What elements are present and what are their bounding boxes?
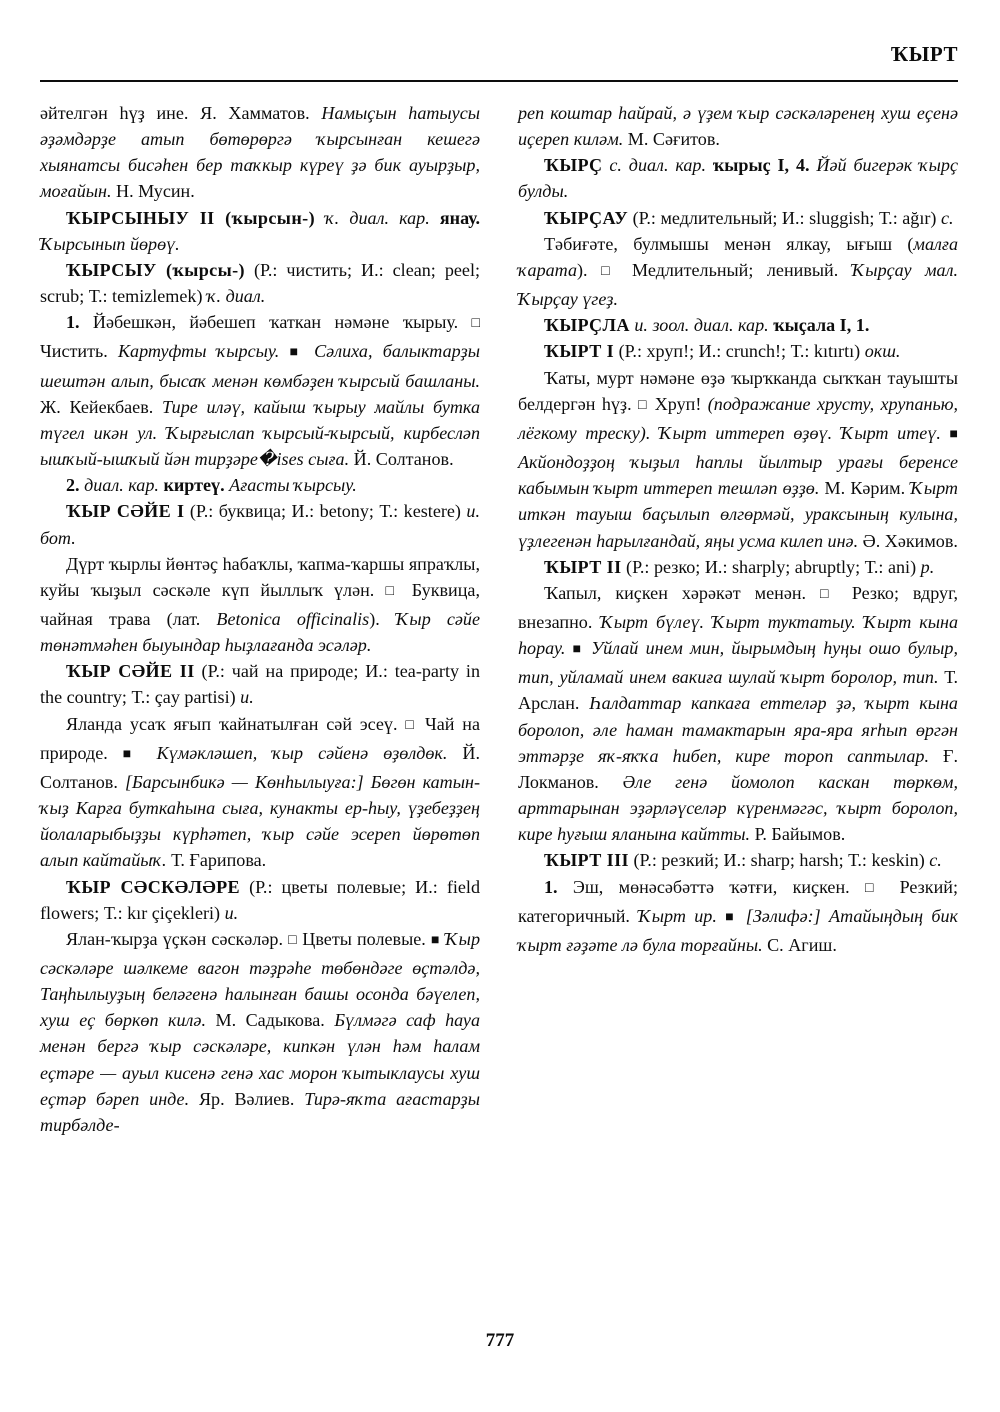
gloss: (Р.: хруп!; И.: crunch!; Т.: kıtırtı)	[614, 341, 865, 362]
latin-name: Betonica officinalis	[216, 608, 370, 629]
example: Ҡырҫау мал.	[851, 259, 958, 280]
example: Ҡыр сәйе төнәтмәһен быуындар һыҙлағанда эсәләр.	[40, 608, 480, 656]
gloss: (Р.: буквица; И.: betony; Т.: kestere)	[184, 501, 467, 522]
example: Йәй бигерәк ҡырҫ булды.	[518, 155, 958, 202]
continuation-text-2: М. Сәғитов.	[623, 129, 720, 150]
headword: ҠЫРСЫУ (ҡырсы-)	[66, 259, 245, 280]
sense-number: 2.	[66, 475, 80, 496]
headword: ҠЫР СӘСКӘЛӘРЕ	[66, 876, 241, 897]
russian-gloss: Хруп!	[648, 393, 708, 414]
sense-number: 1.	[544, 876, 558, 897]
running-head: ҠЫРТ	[890, 42, 958, 66]
page-header	[40, 42, 958, 82]
entry-kyr-saye-1	[40, 498, 480, 550]
citation: Һалдаттар капкаға еттеләр ҙә, ҡырт кына боролоп, әле һаман тамактарын яра-яра яrһып өргән эттәрҙе яҡ-яҡҡа һибеп, кире тороп саптылар.	[518, 693, 958, 766]
russian-gloss: Чай на природе.	[40, 713, 480, 763]
citation-author: Т. Ғарипова.	[166, 850, 267, 871]
continuation-text-1: әйтелгән һүҙ ине. Я. Хамматов.	[40, 103, 322, 123]
definition: Эш, мөнәсәбәттә ҡәтғи, киҫкен.	[557, 876, 865, 897]
example: Ағасты ҡырсыу.	[224, 475, 357, 496]
header-rule	[40, 80, 958, 82]
open-square-marker-icon	[865, 877, 884, 897]
citation: Ҡыр сәскәләре шәлкеме вагон тәҙрәһе төбөндәге өҫтәлдә, Таңһылыуҙың беләгенә һалынған башы осонда бәүелеп, хуш еҫ бөркөп килә.	[40, 928, 480, 1031]
example: Ҡырсынып йөрөү.	[40, 233, 180, 254]
citation: Уйлай инем мин, йырымдың һуңы ошо булыр, тип, уйламай инем вакиға шулай ҡырт боролор, тип.	[518, 638, 958, 688]
citation: Әле генә йомолоп каскан төркөм, арттарынан эҙәрләүселәр күренмәгәс, ҡырт боролоп, кире һуғыш яланына кайтты.	[518, 771, 958, 845]
grammar-label: диал. кар.	[79, 475, 164, 496]
example: Ҡырт кына һорау.	[518, 611, 958, 659]
gloss: (Р.: цветы полевые; И.: field flowers; Т.: kır çiçekleri)	[40, 876, 480, 923]
definition: Яланда усаҡ яғып ҡайнатылған сәй эсеү.	[66, 713, 406, 734]
grammar-label: с.	[929, 850, 942, 871]
entry-kyr-saskalare-definition	[40, 926, 480, 1138]
citation-author: Ә. Хәкимов.	[858, 530, 958, 551]
continuation-text-2: Намыҫын һатыуcы әҙәмдәрҙе атып бөтөрөргә ҡырсынған кешегә хыянатсы биcәһен бер таҡкыр күреү ҙә бик ауырҙыр, моғайын.	[40, 103, 480, 202]
russian-gloss: Резкий; категоричный.	[518, 876, 958, 926]
grammar-label: и.	[224, 902, 239, 923]
example: Ҡырт иттереп өҙөү.	[659, 422, 833, 443]
sense-2	[40, 472, 480, 498]
headword: ҠЫРҪАУ	[544, 207, 629, 228]
russian-gloss: Резко; вдруг, внезапно.	[518, 582, 958, 632]
definition-qualifier: малға ҡарата	[518, 233, 958, 280]
filled-square-marker-icon	[573, 638, 584, 658]
grammar-label: и.	[240, 687, 254, 708]
entry-kyrt-1-definition	[518, 365, 958, 554]
definition: Ялан-ҡырҙа үҫкән сәскәләр.	[66, 928, 289, 949]
grammar-label: с.	[940, 207, 954, 228]
entry-kyrt-2-definition	[518, 580, 958, 848]
gloss: (Р.: резкий; И.: sharp; harsh; Т.: keskin)	[628, 850, 930, 871]
example: Ҡырт ир.	[638, 905, 717, 926]
citation-author: Й. Солтанов.	[40, 742, 480, 792]
cross-reference: ҡыҫала I, 1.	[773, 315, 870, 336]
continuation-text-3: Н. Мусин.	[111, 181, 195, 202]
entry-kyr-saye-1-definition	[40, 551, 480, 659]
sense-number: 1.	[66, 312, 80, 333]
example: Ҡырт туктатыу.	[704, 611, 856, 632]
gloss: (Р.: медлительный; И.: sluggish; Т.: ağır)	[628, 207, 941, 228]
continuation-paragraph	[40, 100, 480, 205]
continuation-paragraph	[518, 100, 958, 152]
open-square-marker-icon	[405, 714, 417, 734]
headword: ҠЫРТ II	[544, 556, 622, 577]
citation: Тире иләү, кайыш ҡырыу майлы бутка түгел икән ул. Ҡырғыслап ҡырсый-ҡырсый, кирбесләп ышҡый-ышҡый йән тирҙәре�ises сыға.	[40, 396, 480, 470]
citation: [Барсынбикә — Көнһылыуға:] Бөгөн катын-ҡыҙ Карға буткаһына сыға, кунакты ер-һыу, үҙебеҙҙең йолаларыбыҙҙы күрһәтеп, ҡыр сәйе эсереп йөрөтөп алып кайтайыҡ.	[40, 771, 481, 871]
definition: Йәбешкән, йәбешеп ҡаткан нәмәне ҡырыу.	[79, 312, 472, 333]
citation: Акйондоҙҙоң ҡыҙыл һаплы йылтыр урағы беренсе кабымын ҡырт иттереп тешләп өҙҙө.	[518, 452, 958, 499]
entry-kyrt-2	[518, 554, 958, 580]
definition: Ҡапыл, киҫкен хәрәкәт менән.	[544, 582, 820, 603]
example: Ҡырт бүлеү.	[600, 611, 705, 632]
entry-kyrsla	[518, 312, 958, 338]
russian-gloss-note: (подражание хрусту, хрупанью, лёгкому треску).	[518, 393, 958, 443]
russian-gloss: Цветы полевые.	[297, 928, 431, 949]
cross-reference: ҡырыҫ I, 4.	[712, 155, 810, 176]
open-square-marker-icon	[601, 260, 618, 280]
definition: Дүрт ҡырлы йөнтәҫ һабаҡлы, ҡапма-ҡаршы япраҡлы, куйы ҡыҙыл сәскәле күп йыллыҡ үлән.	[40, 553, 480, 600]
russian-gloss-tail: ).	[369, 608, 396, 629]
filled-square-marker-icon	[123, 743, 142, 763]
russian-gloss: Чистить.	[40, 341, 119, 362]
citation: Күмәкләшеп, ҡыр сәйенә өҙөлдөк.	[141, 742, 448, 763]
definition-tail: ).	[577, 259, 602, 280]
open-square-marker-icon	[385, 580, 400, 600]
entry-kyrsyu	[40, 257, 480, 309]
grammar-label: ҡ. диал.	[207, 286, 266, 307]
grammar-label: р.	[920, 556, 935, 577]
open-square-marker-icon	[820, 583, 838, 603]
right-column	[518, 100, 958, 1315]
citation-author: Яр. Вәлиев.	[189, 1088, 305, 1109]
grammar-label: с. диал. кар.	[602, 155, 713, 176]
headword: ҠЫРТ III	[544, 850, 629, 871]
citation-author: Р. Байымов.	[750, 824, 846, 845]
cross-reference: киртеү.	[163, 475, 225, 496]
entry-kyrs	[518, 152, 958, 204]
definition: Тәбиғәте, булмышы менән ялкау, ығыш (	[544, 233, 914, 254]
filled-square-marker-icon	[431, 929, 440, 949]
entry-kyrt-1	[518, 338, 958, 364]
filled-square-marker-icon	[950, 423, 958, 443]
citation: Бүлмәгә саф һауа менән бергә ҡыр сәскәләре, кипкән үлән һәм һалам еҫтәре — ауыл кисенә генә хас морон ҡытыклаусы хуш еҫтәр бәреп инде.	[40, 1010, 481, 1109]
column-container	[40, 100, 958, 1315]
citation-author: Ғ. Локманов.	[518, 745, 958, 792]
open-square-marker-icon	[288, 929, 297, 949]
filled-square-marker-icon	[290, 341, 304, 361]
grammar-label: ҡ. диал. кар.	[315, 207, 440, 228]
headword: ҠЫРСЫНЫУ II (ҡырсын-)	[66, 207, 315, 228]
entry-kyrt-3	[518, 847, 958, 873]
example: Ҡырҫау үгеҙ.	[518, 289, 618, 310]
citation-author: Ж. Кейекбаев.	[40, 396, 163, 417]
citation: Сәлиха, балыктарҙы шештән алып, бысаҡ менән көмбәҙен ҡырсый башланы.	[40, 341, 480, 391]
entry-kyr-saskalare	[40, 874, 480, 926]
continuation-text-1: реп коштар һайрай, ә үҙем ҡыр сәскәләренең хуш еҫенә иҫереп киләм.	[518, 103, 958, 150]
grammar-label: и. бот.	[40, 501, 480, 548]
example: Картуфты ҡырсыу.	[118, 341, 280, 362]
headword: ҠЫР СӘЙЕ I	[66, 501, 185, 522]
open-square-marker-icon	[638, 394, 648, 414]
entry-kyrt-3-sense-1	[518, 874, 958, 958]
headword: ҠЫР СӘЙЕ II	[66, 661, 195, 682]
citation-author: М. Кәрим.	[819, 478, 911, 499]
citation: Ҡырт иткән тауыш баҫылып өлгөрмәй, ураксының кулына, үҙлегенән һарылғандай, яңы усма килеп инә.	[518, 478, 958, 551]
entry-kyr-saye-2	[40, 658, 480, 710]
entry-kyrsynyu-2	[40, 205, 480, 257]
citation-author: М. Садыкова.	[205, 1010, 335, 1031]
gloss: (Р.: чистить; И.: clean; peel; scrub; Т.: temizlemek)	[40, 259, 481, 307]
page-number: 777	[485, 1330, 515, 1351]
cross-reference: янау.	[439, 207, 480, 228]
entry-kyrsau	[518, 205, 958, 231]
grammar-label: и. зоол. диал. кар.	[629, 315, 774, 336]
citation-overflow: Тирә-яҡта ағастарҙы тирбәлде-	[40, 1088, 480, 1135]
left-column	[40, 100, 480, 1315]
entry-kyrsau-definition	[518, 231, 958, 312]
citation: [Зәлифә:] Атайыңдың бик ҡырт ғәҙәте лә була торғайны.	[518, 905, 958, 955]
headword: ҠЫРҪЛА	[544, 315, 630, 336]
definition: Ҡаты, мурт нәмәне өҙә ҡырҡканда сыҡҡан тауышты белдергән һүҙ.	[518, 367, 958, 414]
sense-1	[40, 309, 480, 472]
citation-author: Т. Арслан.	[518, 667, 958, 714]
headword: ҠЫРҪ	[544, 155, 603, 176]
citation-author: Й. Солтанов.	[349, 449, 454, 470]
entry-kyr-saye-2-definition	[40, 711, 480, 874]
grammar-label: окш.	[864, 341, 901, 362]
filled-square-marker-icon	[725, 906, 737, 926]
citation-author: С. Агиш.	[762, 934, 837, 955]
open-square-marker-icon	[472, 312, 480, 332]
headword: ҠЫРТ I	[544, 341, 615, 362]
example: Ҡырт итеү.	[832, 422, 941, 443]
russian-gloss: Медлительный; ленивый.	[618, 259, 852, 280]
gloss: (Р.: чай на природе; И.: tea-party in the country; Т.: çay partisi)	[40, 661, 480, 708]
gloss: (Р.: резко; И.: sharply; abruptly; Т.: ani)	[621, 556, 921, 577]
russian-gloss: Буквица, чайная трава (лат.	[40, 579, 480, 629]
